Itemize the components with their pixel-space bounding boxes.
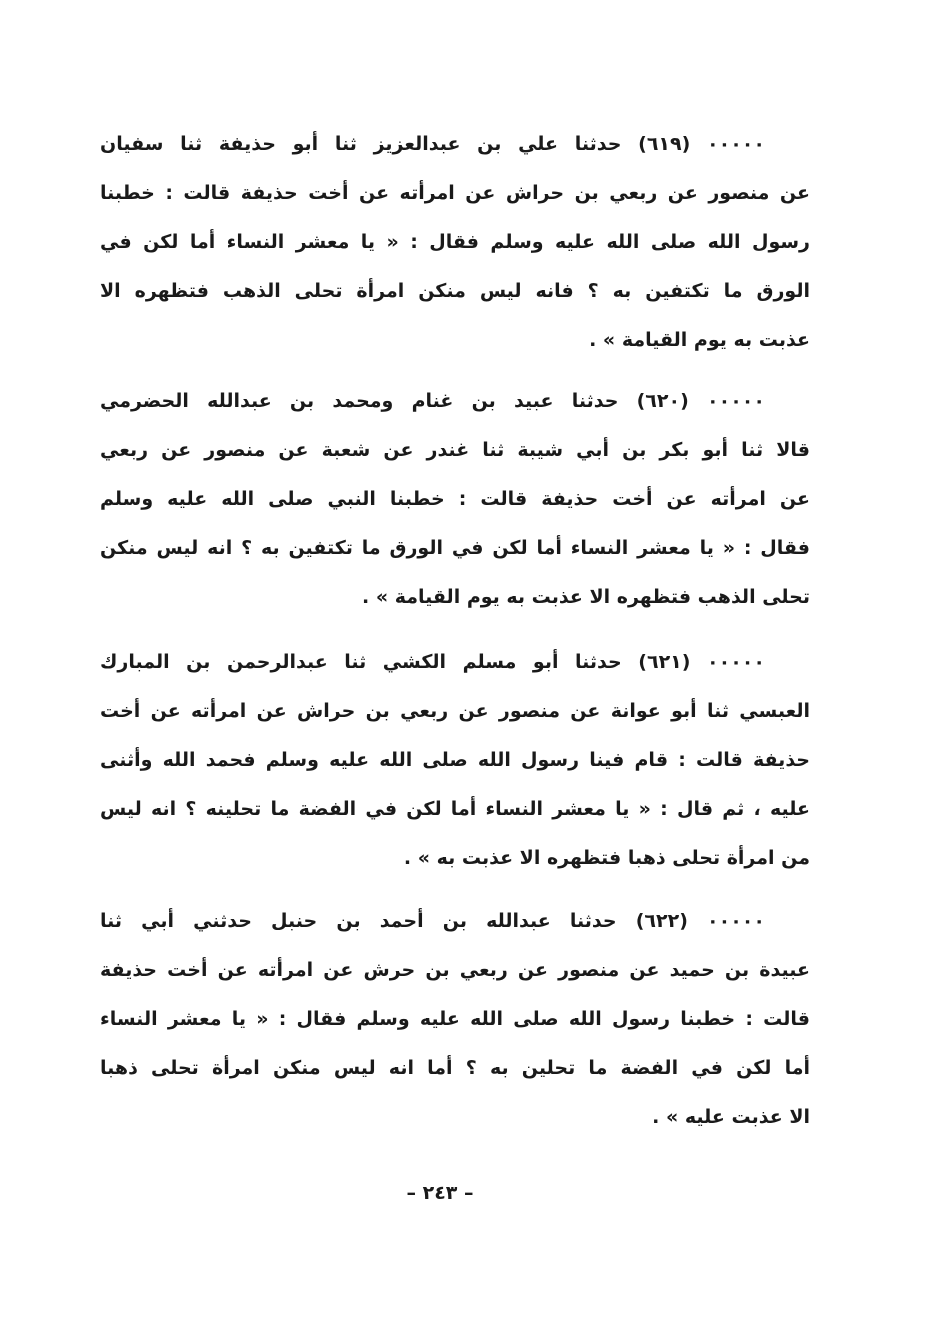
text-line: عذبت به يوم القيامة » .	[589, 329, 810, 351]
text-line: عن منصور عن ربعي بن حراش عن امرأته عن أخت حذيفة قالت : خطبنا	[100, 182, 810, 204]
hadith-622	[100, 897, 810, 1142]
hadith-620	[100, 377, 810, 622]
hadith-621	[100, 638, 810, 883]
text-line: أما لكن في الفضة ما تحلين به ؟ أما انه ليس منكن امرأة تحلى ذهبا	[100, 1057, 810, 1079]
text-line: عن امرأته عن أخت حذيفة قالت : خطبنا النبي صلى الله عليه وسلم	[100, 488, 810, 510]
text-line: ٠٠٠٠٠ (٦٢٢) حدثنا عبدالله بن أحمد بن حنبل حدثني أبي ثنا	[100, 910, 765, 932]
text-line: حذيفة قالت : قام فينا رسول الله صلى الله عليه وسلم فحمد الله وأثنى	[100, 749, 810, 771]
text-line: قالا ثنا أبو بكر بن أبي شيبة ثنا غندر عن شعبة عن منصور عن ربعي	[100, 439, 810, 461]
page-number: – ٢٤٣ –	[406, 1182, 474, 1204]
text-line: من امرأة تحلى ذهبا فتظهره الا عذبت به » .	[403, 847, 810, 869]
text-line: العبسي ثنا أبو عوانة عن منصور عن ربعي بن حراش عن امرأته عن أخت	[100, 700, 810, 722]
text-line: فقال : « يا معشر النساء أما لكن في الورق ما تكتفين به ؟ انه ليس منكن	[100, 537, 810, 559]
text-line: ٠٠٠٠٠ (٦١٩) حدثنا علي بن عبدالعزيز ثنا أبو حذيفة ثنا سفيان	[100, 133, 765, 155]
text-line: ٠٠٠٠٠ (٦٢٠) حدثنا عبيد بن غنام ومحمد بن عبدالله الحضرمي	[100, 390, 765, 412]
hadith-619	[100, 120, 810, 365]
text-line: قالت : خطبنا رسول الله صلى الله عليه وسلم فقال : « يا معشر النساء	[100, 1008, 810, 1030]
text-line: الورق ما تكتفين به ؟ فانه ليس منكن امرأة تحلى الذهب فتظهره الا	[100, 280, 810, 302]
text-line: تحلى الذهب فتظهره الا عذبت به يوم القيامة » .	[361, 586, 810, 608]
text-line: الا عذبت عليه » .	[652, 1106, 810, 1128]
text-line: رسول الله صلى الله عليه وسلم فقال : « يا معشر النساء أما لكن في	[100, 231, 810, 253]
text-line: عبيدة بن حميد عن منصور عن ربعي بن حرش عن امرأته عن أخت حذيفة	[100, 959, 810, 981]
text-line: ٠٠٠٠٠ (٦٢١) حدثنا أبو مسلم الكشي ثنا عبدالرحمن بن المبارك	[100, 651, 765, 673]
text-line: عليه ، ثم قال : « يا معشر النساء أما لكن في الفضة ما تحلينه ؟ انه ليس	[100, 798, 810, 820]
